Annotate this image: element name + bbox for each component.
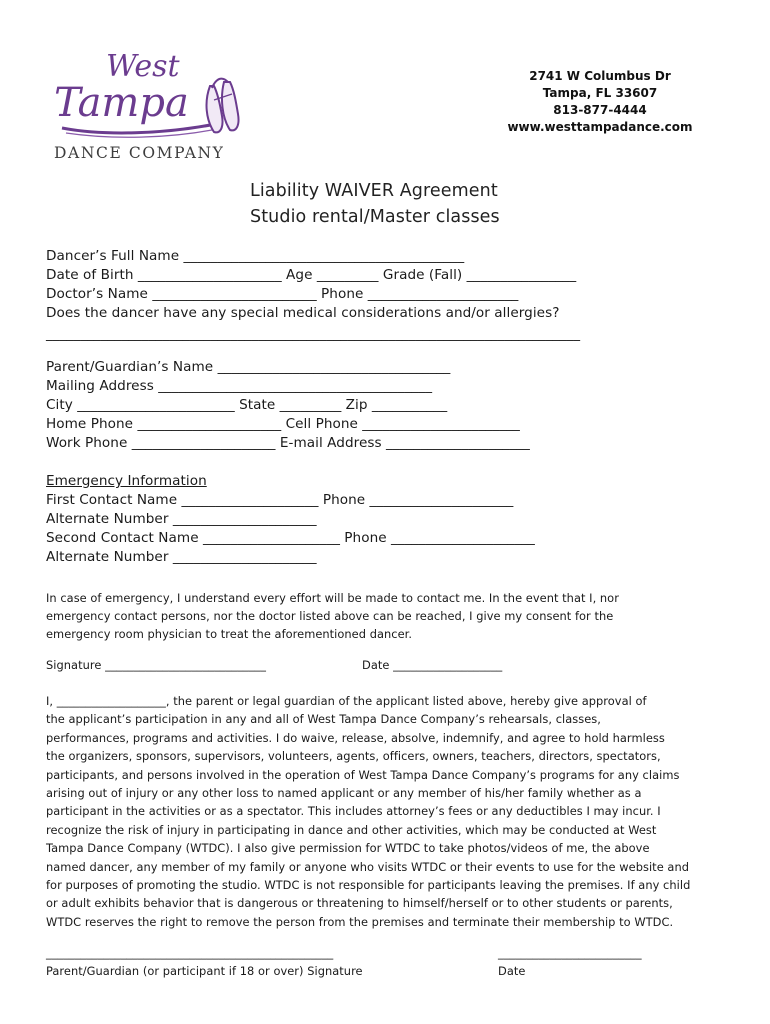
address-line-2: Tampa, FL 33607 <box>542 86 658 100</box>
waiver-line: the organizers, sponsors, supervisors, volunteers, agents, officers, owners, teachers, directors, spectators, <box>46 749 661 764</box>
guardian-signature-line[interactable]: __________________________________________________ <box>46 946 334 960</box>
address-line-1: 2741 W Columbus Dr <box>529 69 671 83</box>
dob-age-grade-row[interactable]: Date of Birth _____________________ Age _________ Grade (Fall) ________________ <box>46 267 577 283</box>
waiver-line: performances, programs and activities. I do waive, release, absolve, indemnify, and agree to hold harmless <box>46 730 665 745</box>
waiver-line: for purposes of promoting the studio. WTDC is not responsible for participants leaving the premises. If any child <box>46 878 691 892</box>
logo-caption: DANCE COMPANY <box>54 144 225 162</box>
consent-line-2: emergency contact persons, nor the doctor listed above can be reached, I give my consent for the <box>46 609 614 623</box>
consent-line-3: emergency room physician to treat the aforementioned dancer. <box>46 627 413 641</box>
waiver-line: WTDC reserves the right to remove the person from the premises and terminate their membership to WTDC. <box>46 914 674 929</box>
home-cell-phone-row[interactable]: Home Phone _____________________ Cell Phone _______________________ <box>46 416 520 432</box>
guardian-signature-label: Parent/Guardian (or participant if 18 or over) Signature <box>46 964 363 978</box>
waiver-line: participants, and persons involved in the operation of West Tampa Dance Company’s programs for any claims <box>46 767 680 782</box>
alternate-number-1[interactable]: Alternate Number _____________________ <box>46 511 317 527</box>
waiver-line: recognize the risk of injury in participating in dance and other activities, which may be conducted at West <box>46 822 657 837</box>
parent-name-field[interactable]: Parent/Guardian’s Name __________________________________ <box>46 359 451 375</box>
footer-date-label: Date <box>498 964 526 978</box>
logo-word-tampa: Tampa <box>54 80 189 126</box>
waiver-line: arising out of injury or any other loss to named applicant or any member of his/her family whether as a <box>46 786 642 800</box>
waiver-line: participant in the activities or as a spectator. This includes attorney’s fees or any deductibles I may incur. I <box>46 804 661 819</box>
footer-date-line[interactable]: _________________________ <box>498 946 642 960</box>
doctor-phone-row[interactable]: Doctor’s Name ________________________ Phone ______________________ <box>46 286 519 302</box>
website-link[interactable]: www.westtampadance.com <box>507 120 693 134</box>
work-email-row[interactable]: Work Phone _____________________ E-mail Address _____________________ <box>46 435 530 451</box>
medical-answer-line[interactable]: ______________________________________________________________________________ <box>46 326 581 342</box>
waiver-line: I, ___________________, the parent or legal guardian of the applicant listed above, hereby give approval of <box>46 694 647 708</box>
city-state-zip-row[interactable]: City _______________________ State _________ Zip ___________ <box>46 397 448 413</box>
form-subtitle: Studio rental/Master classes <box>250 207 500 227</box>
waiver-line: the applicant’s participation in any and all of West Tampa Dance Company’s rehearsals, classes, <box>46 712 601 727</box>
ballet-shoes-icon <box>207 79 239 133</box>
phone-number: 813-877-4444 <box>553 103 647 117</box>
waiver-line: or adult exhibits behavior that is dangerous or threatening to himself/herself or to other students or parents, <box>46 896 673 911</box>
form-title: Liability WAIVER Agreement <box>250 181 498 201</box>
dancer-name-field[interactable]: Dancer’s Full Name _________________________________________ <box>46 248 465 264</box>
emergency-heading: Emergency Information <box>46 473 207 489</box>
alternate-number-2[interactable]: Alternate Number _____________________ <box>46 549 317 565</box>
mailing-address-field[interactable]: Mailing Address ________________________________________ <box>46 378 433 394</box>
first-contact-row[interactable]: First Contact Name ____________________ Phone _____________________ <box>46 492 514 508</box>
consent-line-1: In case of emergency, I understand every effort will be made to contact me. In the event that I, nor <box>46 591 619 605</box>
consent-signature-field[interactable]: Signature ____________________________ <box>46 658 266 672</box>
logo-word-west: West <box>106 49 180 84</box>
waiver-line: named dancer, any member of my family or anyone who visits WTDC or their events to use for the website and <box>46 859 690 874</box>
medical-question: Does the dancer have any special medical considerations and/or allergies? <box>46 305 560 321</box>
second-contact-row[interactable]: Second Contact Name ____________________ Phone _____________________ <box>46 530 535 546</box>
waiver-line: Tampa Dance Company (WTDC). I also give permission for WTDC to take photos/videos of me, the above <box>46 841 650 856</box>
consent-date-field[interactable]: Date ___________________ <box>362 658 503 672</box>
